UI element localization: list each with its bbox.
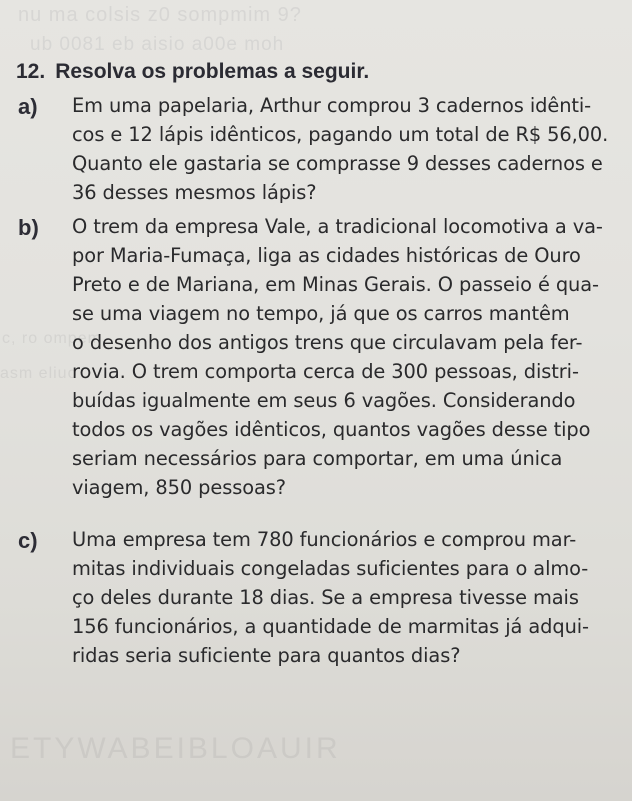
problem-marker: b) bbox=[18, 215, 39, 240]
problem-marker: a) bbox=[18, 94, 38, 119]
problem-text-line: se uma viagem no tempo, já que os carros mantêm bbox=[72, 302, 570, 325]
problem-text-line: por Maria-Fumaça, liga as cidades históricas de Ouro bbox=[72, 244, 581, 267]
show-through-texture: nu ma colsis z0 sompmim 9? bbox=[18, 4, 302, 26]
exercise-number: 12. bbox=[16, 60, 46, 83]
problem-text-line: O trem da empresa Vale, a tradicional locomotiva a va- bbox=[72, 215, 603, 238]
exercise-title: Resolva os problemas a seguir. bbox=[55, 60, 370, 83]
show-through-texture: c, ro ompem bbox=[2, 330, 102, 347]
problem-text-line: buídas igualmente em seus 6 vagões. Considerando bbox=[72, 389, 576, 412]
problem-text-line: seriam necessários para comportar, em uma única bbox=[72, 447, 563, 470]
problem-text-line: Em uma papelaria, Arthur comprou 3 cadernos idênti- bbox=[72, 94, 592, 117]
problem-text-line: Uma empresa tem 780 funcionários e comprou mar- bbox=[72, 528, 577, 551]
problem-text-line: 156 funcionários, a quantidade de marmitas já adqui- bbox=[72, 615, 589, 638]
problem-text-line: todos os vagões idênticos, quantos vagões desse tipo bbox=[72, 418, 591, 441]
problem-text-line: o desenho dos antigos trens que circulavam pela fer- bbox=[72, 331, 583, 354]
show-through-texture: ETYWABEIBLOAUIR bbox=[10, 732, 341, 765]
problem-text-line: rovia. O trem comporta cerca de 300 pessoas, distri- bbox=[72, 360, 579, 383]
show-through-texture: asm eliuo bbox=[0, 365, 78, 382]
problem-text-line: cos e 12 lápis idênticos, pagando um total de R$ 56,00. bbox=[72, 123, 609, 146]
show-through-texture: ub 0081 eb aisio a00e moh bbox=[30, 34, 285, 55]
problem-marker: c) bbox=[18, 528, 38, 553]
problem-text-line: ridas seria suficiente para quantos dias? bbox=[72, 644, 461, 667]
problem-text-line: 36 desses mesmos lápis? bbox=[72, 181, 317, 204]
problem-text-line: viagem, 850 pessoas? bbox=[72, 476, 286, 499]
problem-text-line: ço deles durante 18 dias. Se a empresa tivesse mais bbox=[72, 586, 579, 609]
exercise-heading bbox=[16, 60, 369, 84]
problem-text-line: Preto e de Mariana, em Minas Gerais. O passeio é qua- bbox=[72, 273, 599, 296]
problem-text-line: Quanto ele gastaria se comprasse 9 desses cadernos e bbox=[72, 152, 603, 175]
problem-text-line: mitas individuais congeladas suficientes para o almo- bbox=[72, 557, 589, 580]
